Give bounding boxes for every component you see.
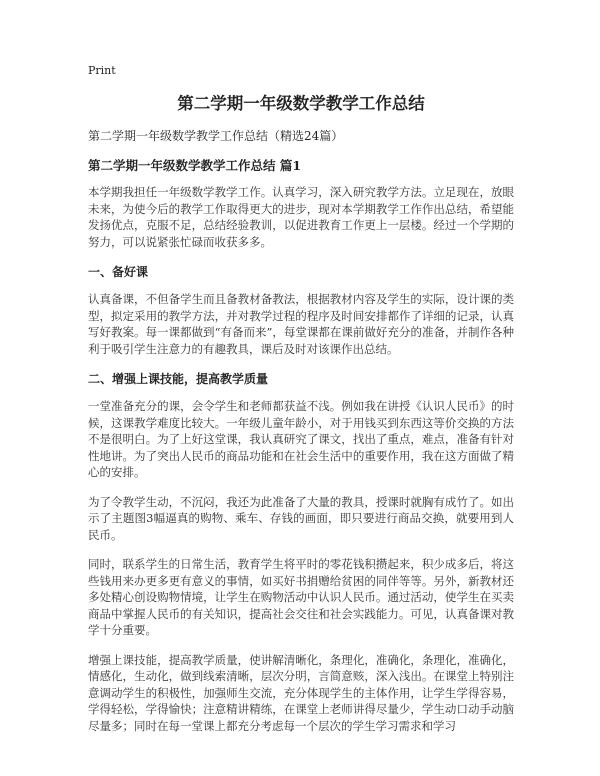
document-subtitle: 第二学期一年级数学教学工作总结（精选24篇） [88, 129, 344, 143]
paragraph: 增强上课技能，提高教学质量，使讲解清晰化，条理化，准确化，条理化，准确化，情感化，生动化，做到线索清晰，层次分明，言简意赅，深入浅出。在课堂上特别注意调动学生的积极性，加强师生交流，充分体现学生的主体作用，让学生学得容易，学得轻松，学得愉快；注意精讲精练，在课堂上老师讲得尽量少，学生动口动手动脑尽量多；同时在每一堂课上都充分考虑每一个层次的学生学习需求和学习 [88, 652, 514, 733]
document-title: 第二学期一年级数学教学工作总结 [177, 94, 425, 113]
print-link[interactable]: Print [88, 64, 116, 77]
paragraph: 为了令教学生动，不沉闷，我还为此准备了大量的教具，授课时就胸有成竹了。如出示了主题图3幅逼真的购物、乘车、存钱的画面，即只要进行商品交换，就要用到人民币。 [88, 494, 514, 542]
paragraph: 本学期我担任一年级数学教学工作。认真学习，深入研究教学方法。立足现在，放眼未来，为使今后的教学工作取得更大的进步，现对本学期教学工作作出总结，希望能发扬优点，克服不足，总结经验教训，以促进教育工作更上一层楼。经过一个学期的努力，可以说紧张忙碌而收获多多。 [88, 185, 514, 249]
paragraph: 一堂准备充分的课，会令学生和老师都获益不浅。例如我在讲授《认识人民币》的时候，这课教学难度比较大。一年级儿童年龄小，对于用钱买到东西这等价交换的方法不是很明白。为了上好这堂课，我认真研究了课文，找出了重点，难点，准备有针对性地讲。为了突出人民币的商品功能和在社会生活中的重要作用，我在这方面做了精心的安排。 [88, 399, 514, 479]
document-page [88, 64, 514, 747]
heading-prepare-lessons: 一、备好课 [88, 265, 149, 279]
section-title: 第二学期一年级数学教学工作总结 篇1 [88, 158, 302, 173]
paragraph: 认真备课，不但备学生而且备教材备教法，根据教材内容及学生的实际，设计课的类型，拟定采用的教学方法，并对教学过程的程序及时间安排都作了详细的记录，认真写好教案。每一课都做到“有备而来”，每堂课都在课前做好充分的准备，并制作各种利于吸引学生注意力的有趣教具，课后及时对该课作出总结。 [88, 292, 514, 356]
heading-teaching-skills: 二、增强上课技能，提高教学质量 [88, 372, 269, 386]
paragraph: 同时，联系学生的日常生活，教育学生将平时的零花钱积攒起来，积少成多后，将这些钱用来办更多更有意义的事情，如买好书捐赠给贫困的同伴等等。另外，新教材还多处精心创设购物情境，让学生在购物活动中认识人民币。通过活动，使学生在买卖商品中掌握人民币的有关知识，提高社会交往和社会实践能力。可见，认真备课对教学十分重要。 [88, 557, 514, 637]
